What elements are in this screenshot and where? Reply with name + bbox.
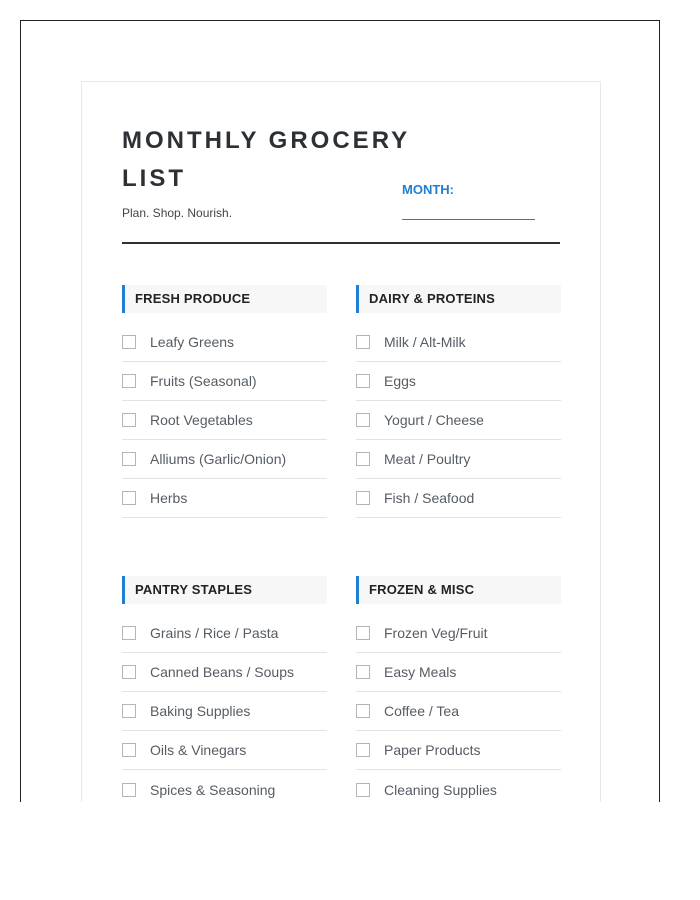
list-item[interactable] xyxy=(122,692,327,731)
section-heading: FROZEN & MISC xyxy=(356,576,561,604)
list-item[interactable] xyxy=(356,770,561,809)
item-label: Frozen Veg/Fruit xyxy=(384,625,488,641)
month-input-line[interactable] xyxy=(402,219,535,220)
item-label: Cleaning Supplies xyxy=(384,781,497,798)
item-label: Eggs xyxy=(384,373,416,389)
list-item[interactable] xyxy=(122,323,327,362)
checkbox[interactable] xyxy=(122,704,136,718)
checkbox[interactable] xyxy=(356,335,370,349)
list-item[interactable] xyxy=(122,614,327,653)
list-item[interactable] xyxy=(356,692,561,731)
section-heading: DAIRY & PROTEINS xyxy=(356,285,561,313)
checkbox[interactable] xyxy=(122,452,136,466)
checkbox[interactable] xyxy=(122,626,136,640)
checkbox[interactable] xyxy=(356,413,370,427)
checkbox[interactable] xyxy=(122,491,136,505)
section-heading: FRESH PRODUCE xyxy=(122,285,327,313)
list-item[interactable] xyxy=(122,362,327,401)
checkbox[interactable] xyxy=(356,452,370,466)
list-item[interactable] xyxy=(356,653,561,692)
item-label: Oils & Vinegars xyxy=(150,742,247,758)
item-label: Canned Beans / Soups xyxy=(150,664,294,680)
list-item[interactable] xyxy=(122,770,327,809)
list-item[interactable] xyxy=(356,440,561,479)
checkbox[interactable] xyxy=(122,413,136,427)
section-fresh-produce xyxy=(122,285,327,518)
checkbox[interactable] xyxy=(122,783,136,797)
item-label: Leafy Greens xyxy=(150,334,235,350)
section-heading: PANTRY STAPLES xyxy=(122,576,327,604)
checkbox[interactable] xyxy=(356,783,370,797)
checkbox[interactable] xyxy=(122,743,136,757)
list-item[interactable] xyxy=(356,731,561,770)
item-label: Yogurt / Cheese xyxy=(384,412,484,428)
checkbox[interactable] xyxy=(356,665,370,679)
checkbox[interactable] xyxy=(356,743,370,757)
item-label: Herbs xyxy=(150,490,188,506)
checkbox[interactable] xyxy=(356,704,370,718)
section-pantry-staples xyxy=(122,576,327,809)
item-label: Root Vegetables xyxy=(150,412,253,428)
section-frozen-misc xyxy=(356,576,561,809)
item-label: Meat / Poultry xyxy=(384,451,471,467)
section-dairy-proteins xyxy=(356,285,561,518)
list-item[interactable] xyxy=(356,401,561,440)
month-label: MONTH: xyxy=(402,182,454,197)
checkbox[interactable] xyxy=(356,374,370,388)
item-label: Paper Products xyxy=(384,742,481,758)
item-label: Grains / Rice / Pasta xyxy=(150,625,279,641)
list-item[interactable] xyxy=(122,401,327,440)
item-label: Fruits (Seasonal) xyxy=(150,373,257,389)
list-item[interactable] xyxy=(356,362,561,401)
page-title: MONTHLY GROCERY LIST xyxy=(122,127,410,192)
page-subtitle: Plan. Shop. Nourish. xyxy=(122,206,233,220)
checkbox[interactable] xyxy=(122,335,136,349)
checkbox[interactable] xyxy=(122,665,136,679)
list-item[interactable] xyxy=(122,653,327,692)
list-item[interactable] xyxy=(356,323,561,362)
item-label: Spices & Seasoning xyxy=(150,781,276,798)
list-item[interactable] xyxy=(122,731,327,770)
item-label: Easy Meals xyxy=(384,664,457,680)
checkbox[interactable] xyxy=(122,374,136,388)
item-label: Baking Supplies xyxy=(150,703,251,719)
item-label: Alliums (Garlic/Onion) xyxy=(150,451,287,467)
item-label: Milk / Alt-Milk xyxy=(384,334,466,350)
checkbox[interactable] xyxy=(356,491,370,505)
checkbox[interactable] xyxy=(356,626,370,640)
item-label: Coffee / Tea xyxy=(384,703,459,719)
header-divider xyxy=(122,242,560,244)
list-item[interactable] xyxy=(356,479,561,518)
list-item[interactable] xyxy=(122,440,327,479)
item-label: Fish / Seafood xyxy=(384,490,475,506)
list-item[interactable] xyxy=(356,614,561,653)
list-item[interactable] xyxy=(122,479,327,518)
